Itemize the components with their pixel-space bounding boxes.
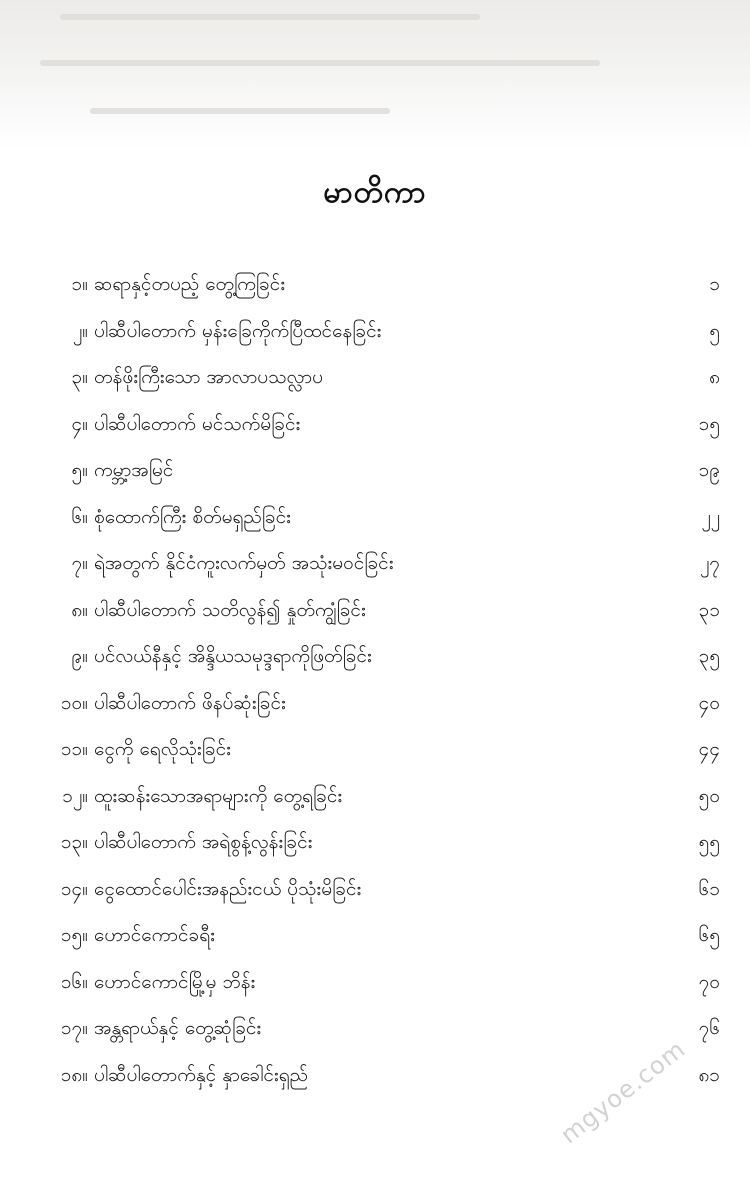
- page-number: ၂၂: [701, 505, 720, 528]
- toc-row: [24, 547, 724, 594]
- page-number: ၇၀: [698, 970, 720, 993]
- bleed-through-area: [0, 0, 750, 150]
- chapter-title: ပါဆီပါတောက် မင်သက်မိခြင်း: [94, 412, 301, 435]
- toc-row: [24, 315, 724, 362]
- toc-row: [24, 1012, 724, 1059]
- toc-row: [24, 268, 724, 315]
- chapter-number: ၁၄။: [60, 877, 88, 900]
- page-number: ၅: [709, 319, 720, 342]
- toc-row: [24, 501, 724, 548]
- toc-row: [24, 919, 724, 966]
- chapter-number: ၁၆။: [60, 970, 88, 993]
- chapter-title: ကမ္ဘာ့အမြင်: [94, 459, 174, 481]
- chapter-number: ၆။: [71, 505, 88, 528]
- page-number: ၈: [709, 366, 720, 388]
- bleed-through-line: [60, 14, 480, 20]
- toc-row: [24, 826, 724, 873]
- page-number: ၅၀: [698, 784, 720, 807]
- page-number: ၇၆: [698, 1017, 720, 1039]
- page-number: ၈၁: [698, 1063, 720, 1086]
- toc-row: [24, 780, 724, 827]
- toc-row: [24, 687, 724, 734]
- chapter-title: ပါဆီပါတောက်နှင့် နှာခေါင်းရှည်: [94, 1063, 309, 1086]
- chapter-title: ပင်လယ်နီနှင့် အိန္ဒိယသမုဒ္ဒရာကိုဖြတ်ခြင်း: [94, 645, 372, 667]
- page-number: ၃၅: [698, 645, 720, 667]
- toc-row: [24, 408, 724, 455]
- chapter-number: ၁။: [71, 273, 88, 295]
- chapter-number: ၁၇။: [60, 1017, 88, 1039]
- page-number: ၅၅: [698, 831, 720, 853]
- chapter-title: တန်ဖိုးကြီးသော အာလာပသလ္လာပ: [94, 366, 323, 388]
- toc-row: [24, 454, 724, 501]
- toc-row: [24, 873, 724, 920]
- bleed-through-line: [90, 108, 390, 114]
- chapter-number: ၈။: [71, 598, 88, 621]
- chapter-title: ပါဆီပါတောက် သတိလွန်၍ နှုတ်ကျွံခြင်း: [94, 598, 366, 621]
- chapter-number: ၁၀။: [60, 691, 88, 714]
- chapter-title: ထူးဆန်းသောအရာများကို တွေ့ရခြင်း: [94, 784, 343, 807]
- chapter-number: ၁၈။: [60, 1063, 88, 1086]
- page-number: ၁: [709, 273, 720, 295]
- chapter-number: ၁၃။: [60, 831, 88, 853]
- chapter-number: ၄။: [71, 412, 88, 435]
- chapter-number: ၁၂။: [62, 784, 88, 807]
- page-number: ၆၅: [698, 924, 720, 946]
- chapter-number: ၅။: [71, 459, 88, 481]
- chapter-number: ၂။: [72, 319, 88, 342]
- watermark-text: mgyoe.com: [555, 1034, 691, 1150]
- page-number: ၃၁: [698, 598, 720, 621]
- chapter-number: ၁၁။: [60, 738, 88, 760]
- page-number: ၁၉: [698, 459, 720, 481]
- chapter-title: ဟောင်ကောင်ခရီး: [94, 924, 215, 946]
- page-number: ၂၇: [699, 552, 720, 574]
- chapter-title: အန္တရာယ်နှင့် တွေ့ဆုံခြင်း: [94, 1017, 262, 1039]
- chapter-number: ၇။: [71, 552, 88, 574]
- chapter-title: စုံထောက်ကြီး စိတ်မရှည်ခြင်း: [94, 505, 291, 528]
- table-of-contents: [24, 268, 724, 1105]
- chapter-title: ဆရာနှင့်တပည့် တွေ့ကြခြင်း: [94, 273, 286, 295]
- chapter-title: ငွေထောင်ပေါင်းအနည်းငယ် ပိုသုံးမိခြင်း: [94, 877, 362, 900]
- page-number: ၆၁: [698, 877, 720, 900]
- chapter-title: ငွေကို ရေလိုသုံးခြင်း: [94, 738, 231, 760]
- chapter-number: ၁၅။: [60, 924, 88, 946]
- toc-row: [24, 733, 724, 780]
- page-number: ၄၄: [698, 738, 720, 760]
- chapter-title: ရဲအတွက် နိုင်ငံကူးလက်မှတ် အသုံးမဝင်ခြင်း: [94, 552, 394, 574]
- chapter-title: ပါဆီပါတောက် အရဲစွန့်လွန်းခြင်း: [94, 831, 313, 853]
- bleed-through-line: [40, 60, 600, 66]
- chapter-number: ၃။: [71, 366, 88, 388]
- toc-row: [24, 361, 724, 408]
- toc-row: [24, 966, 724, 1013]
- page-number: ၁၅: [698, 412, 720, 435]
- page-title: မာတိကာ: [323, 175, 427, 210]
- chapter-title: ဟောင်ကောင်မြို့မှ ဘိန်း: [94, 970, 256, 993]
- toc-row: [24, 640, 724, 687]
- page-number: ၄၀: [698, 691, 720, 714]
- chapter-title: ပါဆီပါတောက် ဖိနပ်ဆုံးခြင်း: [94, 691, 286, 714]
- toc-row: [24, 594, 724, 641]
- chapter-title: ပါဆီပါတောက် မှန်းခြေကိုက်ပြီထင်နေခြင်း: [94, 319, 382, 342]
- chapter-number: ၉။: [71, 645, 88, 667]
